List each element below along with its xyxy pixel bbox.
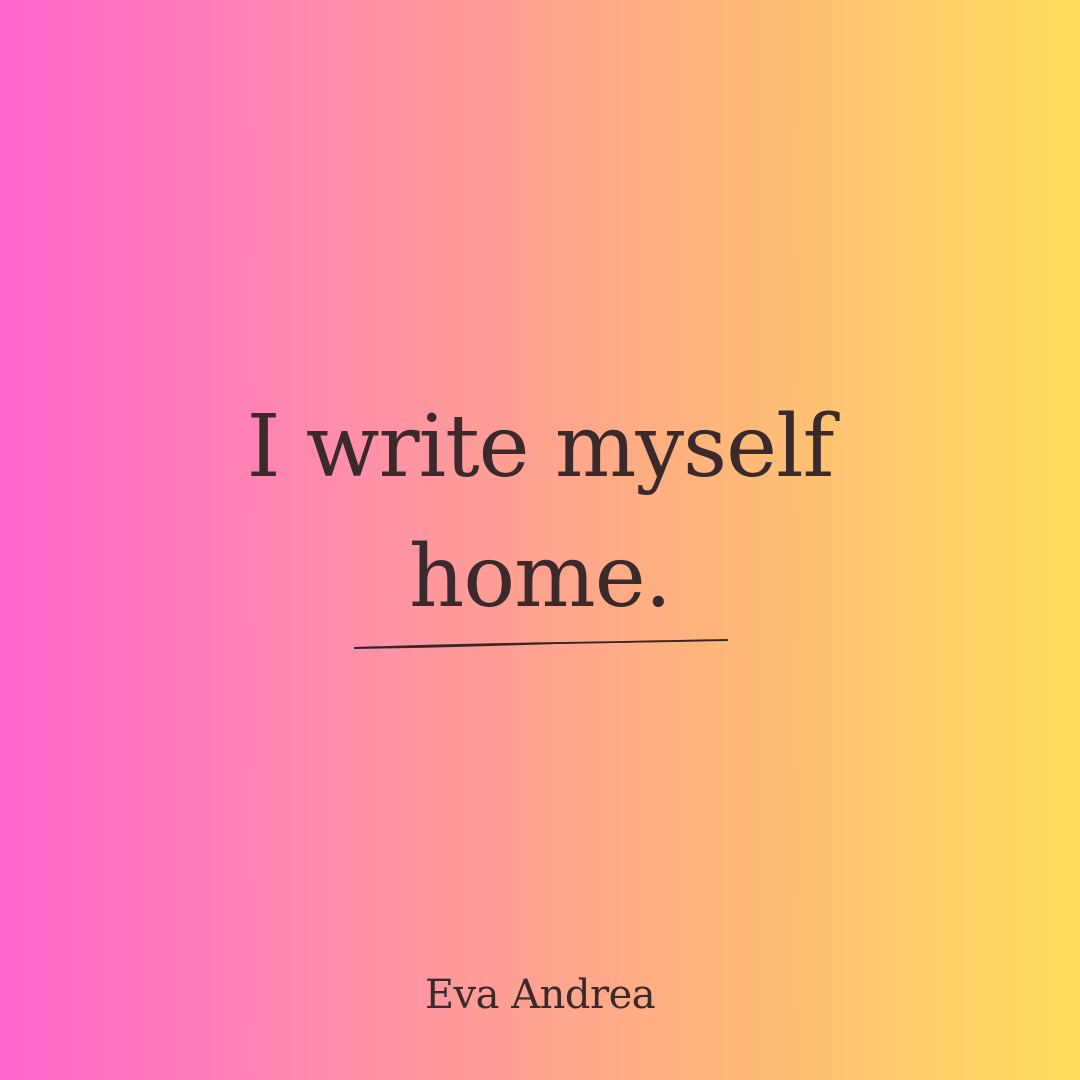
brush-underline [352, 632, 730, 656]
quote-line-1: I write myself [246, 397, 834, 497]
quote-line-2: home. [409, 527, 671, 627]
author-name: Eva Andrea [424, 972, 656, 1018]
brush-underline-texture [358, 640, 724, 648]
